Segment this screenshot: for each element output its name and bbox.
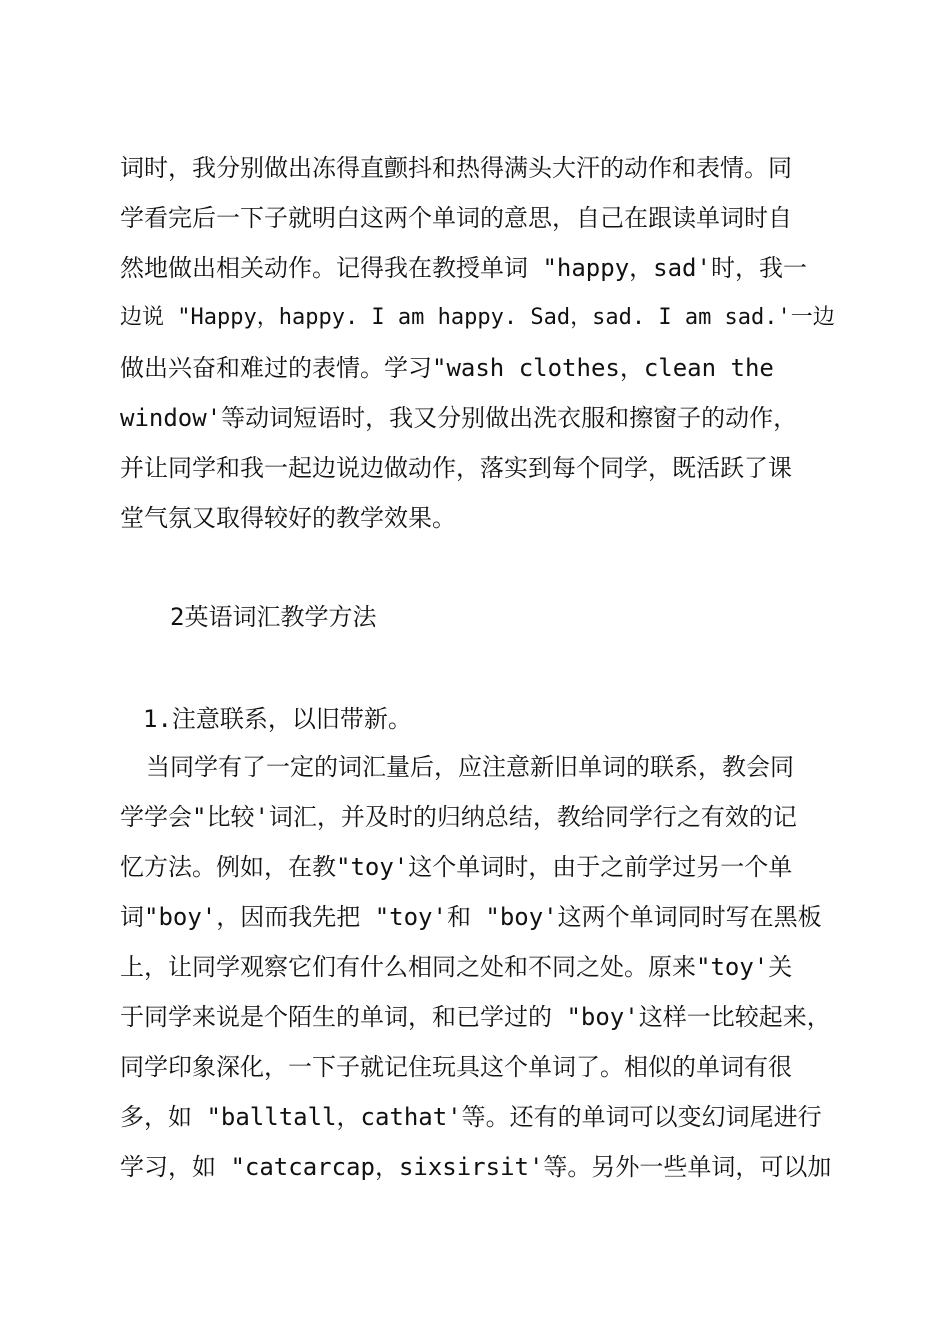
paragraph-line: 边说 "Happy，happy. I am happy. Sad，sad. I am sad.'一边 <box>120 305 835 330</box>
paragraph-line: 做出兴奋和难过的表情。学习"wash clothes，clean the <box>120 354 774 382</box>
paragraph-line: 学习，如 "catcarcap，sixsirsit'等。另外一些单词，可以加 <box>120 1153 832 1181</box>
paragraph-line: window'等动词短语时，我又分别做出洗衣服和擦窗子的动作， <box>120 404 798 432</box>
paragraph-line: 同学印象深化，一下子就记住玩具这个单词了。相似的单词有很 <box>120 1053 792 1081</box>
paragraph-line: 忆方法。例如，在教"toy'这个单词时，由于之前学过另一个单 <box>120 853 793 881</box>
paragraph-line: 词"boy'，因而我先把 "toy'和 "boy'这两个单词同时写在黑板 <box>120 903 822 931</box>
paragraph-line: 当同学有了一定的词汇量后，应注意新旧单词的联系，教会同 <box>146 753 794 781</box>
paragraph-line: 词时，我分别做出冻得直颤抖和热得满头大汗的动作和表情。同 <box>120 154 792 182</box>
paragraph-line: 学看完后一下子就明白这两个单词的意思，自己在跟读单词时自 <box>120 204 792 232</box>
paragraph-line: 堂气氛又取得较好的教学效果。 <box>120 504 456 532</box>
paragraph-line: 上，让同学观察它们有什么相同之处和不同之处。原来"toy'关 <box>120 953 793 981</box>
subsection-heading: 1.注意联系，以旧带新。 <box>143 705 412 733</box>
paragraph-line: 多，如 "balltall，cathat'等。还有的单词可以变幻词尾进行 <box>120 1103 822 1131</box>
paragraph-line: 然地做出相关动作。记得我在教授单词 "happy，sad'时，我一 <box>120 254 807 282</box>
paragraph-line: 于同学来说是个陌生的单词，和已学过的 "boy'这样一比较起来， <box>120 1003 831 1031</box>
section-heading: 2英语词汇教学方法 <box>170 603 377 631</box>
paragraph-line: 学学会"比较'词汇，并及时的归纳总结，教给同学行之有效的记 <box>120 803 797 831</box>
paragraph-line: 并让同学和我一起边说边做动作，落实到每个同学，既活跃了课 <box>120 454 792 482</box>
